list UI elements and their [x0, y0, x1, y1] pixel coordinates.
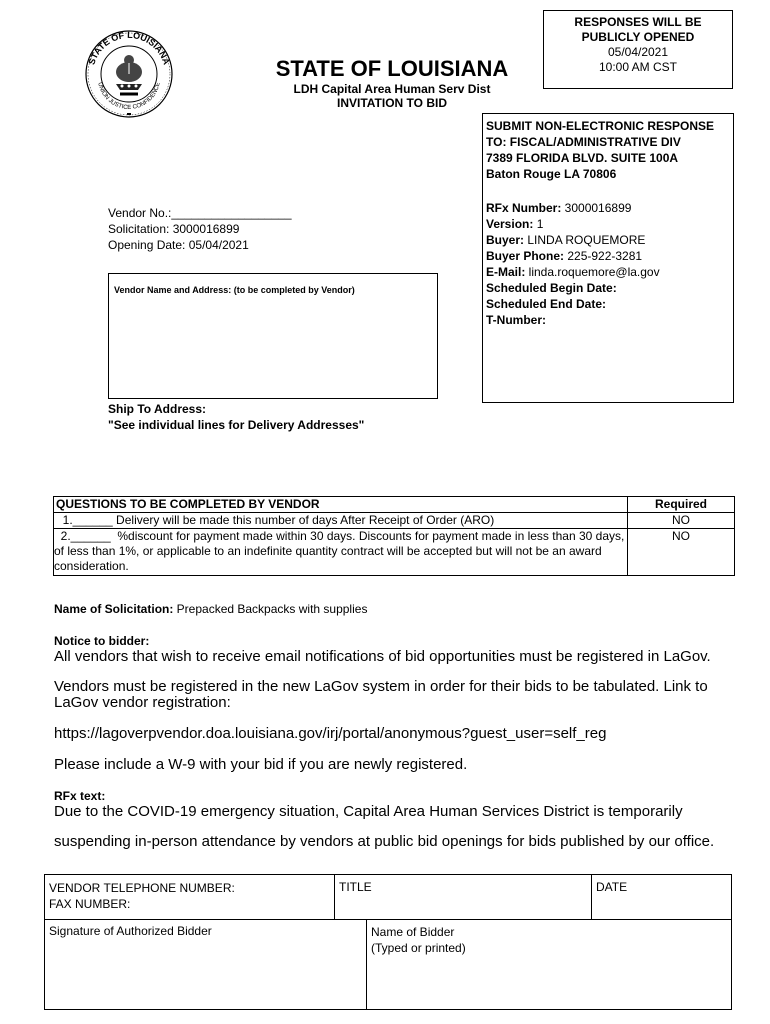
responses-line1: RESPONSES WILL BE [574, 15, 702, 29]
question-1-required: NO [628, 513, 735, 529]
table-row [54, 529, 735, 576]
bidder-name-sub: (Typed or printed) [371, 941, 466, 955]
questions-table [53, 496, 735, 576]
rfx-text-para-2: suspending in-person attendance by vendors at public bid openings for bids published by our office. [54, 833, 715, 850]
submit-response-box [482, 113, 734, 403]
ship-to [108, 401, 364, 433]
responses-date: 05/04/2021 [607, 45, 669, 59]
notice-para-3: Please include a W-9 with your bid if you are newly registered. [54, 756, 468, 773]
submit-line3: 7389 FLORIDA BLVD. SUITE 100A [486, 151, 679, 165]
rfx-text-label: RFx text: [54, 789, 106, 803]
title-field[interactable]: TITLE [339, 880, 372, 894]
responses-line2: PUBLICLY OPENED [581, 30, 695, 44]
responses-box [543, 10, 733, 89]
notice-para-2: Vendors must be registered in the new LaGov system in order for their bids to be tabulated. Link to LaGov vendor registration: [54, 678, 708, 711]
notice-label: Notice to bidder: [54, 634, 150, 648]
state-seal [78, 28, 180, 118]
rfx-text-para-1: Due to the COVID-19 emergency situation, Capital Area Human Services District is temporarily [54, 803, 683, 820]
responses-time: 10:00 AM CST [598, 60, 678, 74]
vendor-info [108, 205, 292, 253]
rfx-fields [486, 200, 733, 328]
vendor-address-label: Vendor Name and Address: (to be completed by Vendor) [114, 285, 355, 295]
solicitation-name-label: Name of Solicitation: [54, 602, 174, 616]
submit-line4: Baton Rouge LA 70806 [486, 167, 617, 181]
rfx-number-field: RFx Number: 3000016899 [486, 201, 632, 215]
t-number-field: T-Number: [486, 313, 546, 327]
buyer-field: Buyer: LINDA ROQUEMORE [486, 233, 646, 247]
bidder-name-label: Name of Bidder [371, 925, 455, 939]
opening-date: Opening Date: 05/04/2021 [108, 238, 249, 252]
question-1-text: 1.______ Delivery will be made this number of days After Receipt of Order (ARO) [54, 513, 628, 529]
date-field[interactable]: DATE [596, 880, 628, 894]
vendor-number: Vendor No.:__________________ [108, 206, 292, 220]
questions-header-row [54, 497, 735, 513]
solicitation-number: Solicitation: 3000016899 [108, 222, 240, 236]
fax-number-label[interactable]: FAX NUMBER: [49, 897, 131, 911]
questions-header: QUESTIONS TO BE COMPLETED BY VENDOR [54, 497, 628, 513]
ship-to-label: Ship To Address: [108, 402, 207, 416]
registration-link[interactable]: https://lagoverpvendor.doa.louisiana.gov/irj/portal/anonymous?guest_user=self_reg [54, 725, 607, 742]
bidder-name-field[interactable] [371, 924, 466, 956]
vendor-telephone-label[interactable]: VENDOR TELEPHONE NUMBER: [49, 881, 235, 895]
scheduled-end-date-field: Scheduled End Date: [486, 297, 607, 311]
document-type: INVITATION TO BID [337, 96, 447, 110]
notice-para-1: All vendors that wish to receive email notifications of bid opportunities must be registered in LaGov. [54, 648, 711, 665]
question-2-required: NO [628, 529, 735, 576]
submit-line1: SUBMIT NON-ELECTRONIC RESPONSE [486, 119, 715, 133]
seal-ring-text-bottom: UNION JUSTICE CONFIDENCE [96, 81, 162, 112]
buyer-phone-field: Buyer Phone: 225-922-3281 [486, 249, 643, 263]
question-2-text: 2.______ %discount for payment made within 30 days. Discounts for payment made in less than 30 days, of less than 1%, or applicable to an indefinite quantity contract will be accepted but will not be an award consideration. [54, 529, 628, 576]
solicitation-name [54, 602, 367, 616]
table-row [54, 513, 735, 529]
agency-name: LDH Capital Area Human Serv Dist [293, 82, 491, 96]
email-field: E-Mail: linda.roquemore@la.gov [486, 265, 660, 279]
version-field: Version: 1 [486, 217, 544, 231]
solicitation-name-value: Prepacked Backpacks with supplies [173, 602, 368, 616]
vendor-address-box[interactable] [108, 273, 438, 399]
submit-line2: TO: FISCAL/ADMINISTRATIVE DIV [486, 135, 681, 149]
seal-ring-text-top: STATE OF LOUISIANA [86, 29, 172, 66]
signature-field[interactable]: Signature of Authorized Bidder [49, 924, 212, 938]
signature-table [44, 874, 732, 1010]
required-header: Required [628, 497, 735, 513]
scheduled-begin-date-field: Scheduled Begin Date: [486, 281, 617, 295]
ship-to-value: "See individual lines for Delivery Addresses" [108, 418, 365, 432]
page-title: STATE OF LOUISIANA [275, 56, 509, 81]
